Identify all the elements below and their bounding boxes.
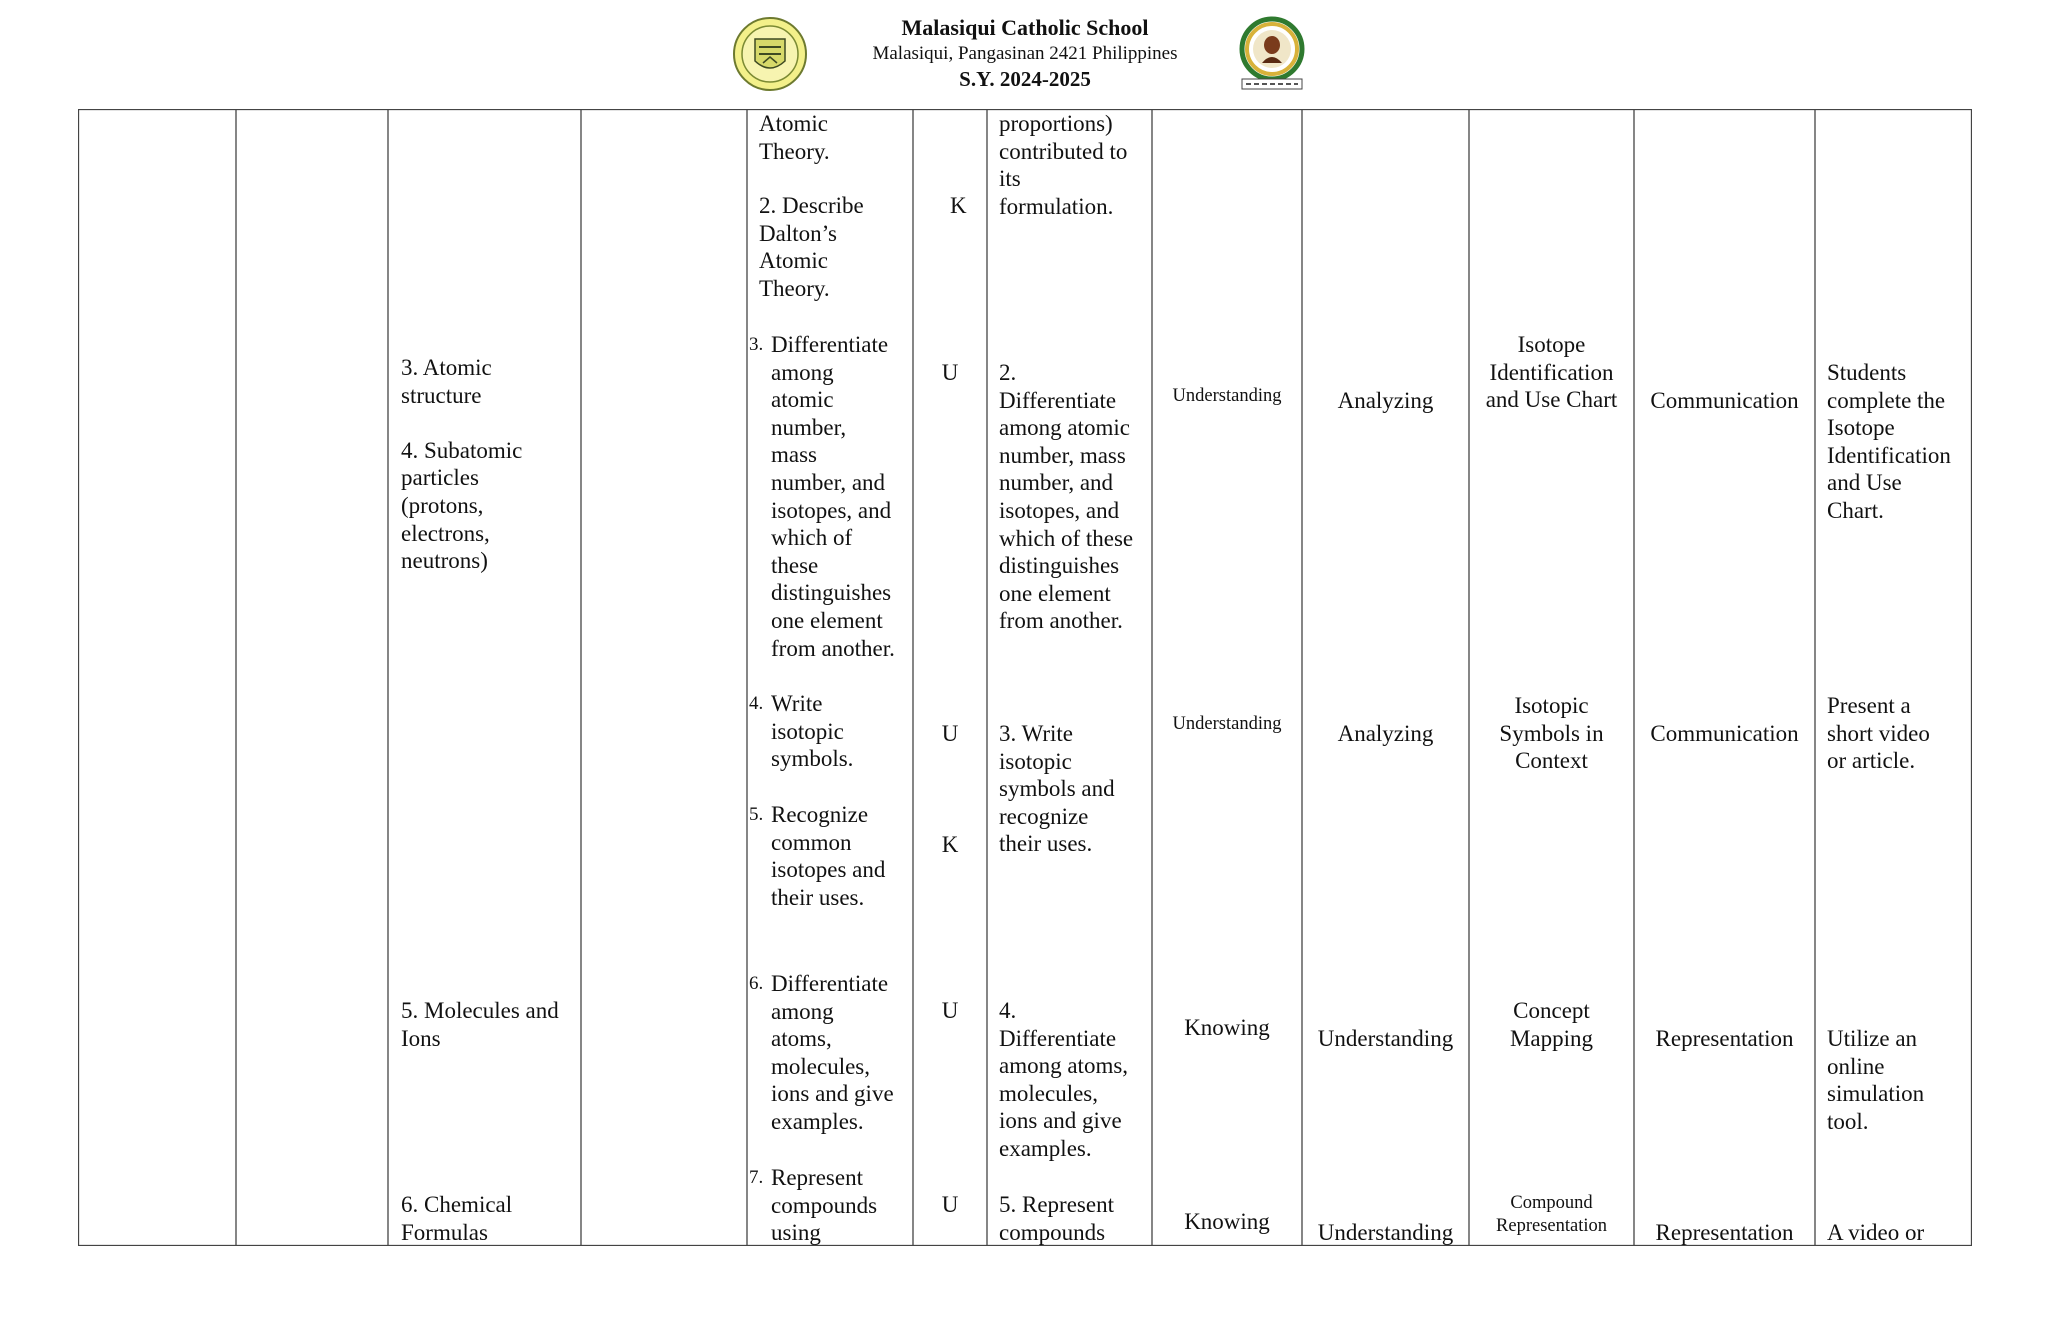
competency-item: Write isotopic symbols. [771, 691, 854, 772]
crest-logo [1232, 15, 1312, 95]
competency-number: 3. [749, 334, 764, 355]
objective-item: 4. Differentiate among atoms, molecules, ions and give examples. [999, 998, 1129, 1161]
cognitive-process-b: Understanding [1317, 1026, 1454, 1051]
assessment-tool: Concept Mapping [1509, 998, 1594, 1051]
school-address: Malasiqui, Pangasinan 2421 Philippines [872, 43, 1178, 64]
document-header [0, 0, 2048, 105]
cognitive-process-b: Analyzing [1337, 721, 1434, 746]
objective-item: 5. Represent compounds [999, 1192, 1114, 1245]
level-code: U [941, 1192, 959, 1217]
competency-number: 5. [749, 804, 764, 825]
competency-item: Differentiate among atoms, molecules, ions and give examples. [771, 971, 894, 1134]
assessment-tool: Compound Representation [1496, 1193, 1607, 1236]
skill: Communication [1650, 388, 1799, 413]
competency-number: 7. [749, 1167, 764, 1188]
level-code: K [941, 832, 959, 857]
objective-continued: proportions) contributed to its formulation. [999, 111, 1128, 219]
competency-item: Represent compounds using [771, 1165, 878, 1246]
skill: Representation [1655, 1026, 1794, 1051]
cognitive-process: Knowing [1184, 1209, 1270, 1234]
skill: Communication [1650, 721, 1799, 746]
competency-item: Differentiate among atomic number, mass number, and isotopes, and which of these distinguishes one element from another. [771, 332, 895, 661]
activity: Utilize an online simulation tool. [1827, 1026, 1925, 1134]
curriculum-table: 3. Atomic structure 4. Subatomic particles (protons, electrons, neutrons) 5. Molecules and Ions 6. Chemical Formulas Atomic Theory. 2. Describe Dalton’s Atomic Theory. 3. Differentiate among atomic number, mass number, and isotopes, and which of these distinguishes one element from another. 4. Write isotopic symbols. 5. Recognize common isotopes and their uses. 6. Differentiate among atoms, molecules, ions and give examples. 7. Represent compounds using K U U K U U proportions) contributed to its formulation. 2. Differentiate among atomic number, mass number, and isotopes, and which of these distinguishes one element from another. 3. Write isotopic symbols and recognize their uses. 4. Differentiate among atoms, molecules, ions and give examples. 5. Represent compounds Understanding Understanding Knowing Knowing Analyzing Analyzing Understanding Understanding Isotope Identification and Use Chart Isotopic Symbols in Context Concept Mapping Compound Representation Communication Communication Representation Representation Students complete the Isotope Identification and Use Chart. Present a short video or article. Utilize an online simulation tool. A video or [78, 109, 1972, 1246]
school-year: S.Y. 2024-2025 [959, 67, 1091, 91]
competency-item: Recognize common isotopes and their uses. [771, 802, 886, 910]
content-topic: 3. Atomic structure 4. Subatomic particles (protons, electrons, neutrons) [401, 355, 523, 574]
cognitive-process: Understanding [1172, 714, 1282, 734]
cognitive-process-b: Analyzing [1337, 388, 1434, 413]
cognitive-process-b: Understanding [1317, 1220, 1454, 1245]
competency-item: 2. Describe Dalton’s Atomic Theory. [759, 193, 864, 301]
level-code: U [941, 998, 959, 1023]
content-topic: 6. Chemical Formulas [401, 1192, 513, 1245]
objective-item: 2. Differentiate among atomic number, mass number, and isotopes, and which of these distinguishes one element from another. [999, 360, 1134, 634]
level-code: U [941, 360, 959, 385]
school-seal-logo [733, 17, 807, 91]
competency-number: 6. [749, 973, 764, 994]
competency-number: 4. [749, 693, 764, 714]
activity: Present a short video or article. [1827, 693, 1930, 774]
cognitive-process: Understanding [1172, 386, 1282, 406]
activity: Students complete the Isotope Identification and Use Chart. [1827, 360, 1951, 523]
skill: Representation [1655, 1220, 1794, 1245]
assessment-tool: Isotope Identification and Use Chart [1485, 332, 1618, 413]
objective-item: 3. Write isotopic symbols and recognize their uses. [999, 721, 1115, 857]
activity: A video or [1827, 1220, 1925, 1245]
content-topic: 5. Molecules and Ions [401, 998, 559, 1051]
level-code: U [941, 721, 959, 746]
assessment-tool: Isotopic Symbols in Context [1499, 693, 1604, 774]
cognitive-process: Knowing [1184, 1015, 1270, 1040]
school-name: Malasiqui Catholic School [901, 15, 1149, 40]
competency-continued: Atomic Theory. [759, 111, 830, 164]
